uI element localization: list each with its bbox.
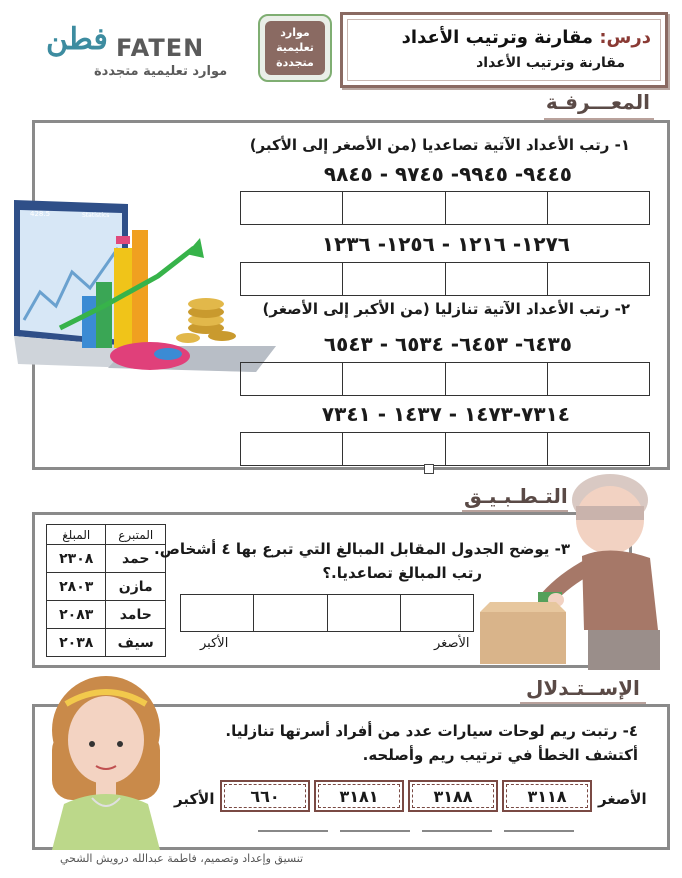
logo-latin: FATEN — [116, 34, 205, 62]
table-row — [47, 629, 166, 657]
table-row — [47, 545, 166, 573]
answer-row-1 — [240, 191, 650, 225]
knowledge-section-title: المعـــرفـة — [545, 90, 650, 114]
donor-amount: ٢٣٠٨ — [47, 545, 106, 573]
plate-box: ٣١٨٨ — [412, 784, 494, 808]
donations-table — [46, 524, 166, 657]
girl-illustration — [36, 674, 176, 850]
label-smallest: الأصغر — [434, 636, 470, 651]
answer-row-4 — [240, 432, 650, 466]
donation-answer-row — [180, 594, 474, 632]
laptop-screen-value: 428.5 — [30, 210, 51, 218]
reasoning-section-title: الإســتـدلال — [526, 676, 640, 700]
resources-badge — [258, 14, 332, 82]
answer-cell[interactable] — [181, 595, 253, 631]
answer-cell[interactable] — [241, 192, 342, 224]
plate-box: ٣١٨١ — [318, 784, 400, 808]
table-header-row — [47, 525, 166, 545]
answer-cell[interactable] — [342, 192, 444, 224]
answer-cell[interactable] — [327, 595, 400, 631]
plate-box: ٣١١٨ — [506, 784, 588, 808]
row1-numbers: ٩٤٤٥- ٩٩٤٥- ٩٧٤٥ - ٩٨٤٥ — [323, 162, 572, 186]
answer-cell[interactable] — [445, 263, 547, 295]
resources-badge-inner — [265, 21, 325, 75]
question-1: ١- رتب الأعداد الآتية تصاعديا (من الأصغر إلى الأكبر) — [249, 136, 630, 154]
answer-cell[interactable] — [547, 433, 649, 465]
answer-line[interactable] — [422, 830, 492, 832]
answer-cell[interactable] — [445, 192, 547, 224]
lesson-title-text: مقارنة وترتيب الأعداد — [401, 27, 594, 48]
question-4-line-2: أكتشف الخطأ في ترتيب ريم وأصلحه. — [362, 746, 638, 764]
header-amount: المبلغ — [47, 525, 106, 545]
answer-row-2 — [240, 262, 650, 296]
row4-numbers: ٧٣١٤-١٤٧٣ - ١٤٣٧ - ٧٣٤١ — [321, 402, 570, 426]
girl-icon — [36, 674, 176, 850]
badge-line: تعليمية — [276, 41, 314, 54]
plate-box: ٦٦٠ — [224, 784, 306, 808]
faten-logo — [44, 20, 228, 84]
donor-amount: ٢٠٣٨ — [47, 629, 106, 657]
table-row — [47, 573, 166, 601]
donor-name: سيف — [106, 629, 166, 657]
answer-cell[interactable] — [342, 363, 444, 395]
logo-arabic: فطن — [46, 22, 108, 57]
donor-name: مازن — [106, 573, 166, 601]
answer-line[interactable] — [258, 830, 328, 832]
application-section-title: التـطـبـيـق — [464, 484, 568, 508]
answer-line[interactable] — [504, 830, 574, 832]
answer-cell[interactable] — [342, 263, 444, 295]
plates-label-smallest: الأصغر — [598, 790, 647, 808]
donor-name: حامد — [106, 601, 166, 629]
answer-cell[interactable] — [445, 363, 547, 395]
question-2: ٢- رتب الأعداد الآتية تنازليا (من الأكبر إلى الأصغر) — [262, 300, 630, 318]
panel-handle — [424, 464, 434, 474]
badge-line: موارد — [280, 26, 310, 39]
donor-amount: ٢٨٠٣ — [47, 573, 106, 601]
answer-cell[interactable] — [547, 363, 649, 395]
answer-cell[interactable] — [342, 433, 444, 465]
label-largest: الأكبر — [200, 636, 229, 651]
plates-label-largest: الأكبر — [174, 790, 215, 808]
laptop-chart-illustration — [8, 196, 278, 386]
answer-cell[interactable] — [253, 595, 326, 631]
answer-row-3 — [240, 362, 650, 396]
answer-cell[interactable] — [400, 595, 473, 631]
lesson-title — [402, 27, 651, 48]
answer-cell[interactable] — [547, 192, 649, 224]
donor-amount: ٢٠٨٣ — [47, 601, 106, 629]
question-3-line-1: ٣- يوضح الجدول المقابل المبالغ التي تبرع بها ٤ أشخاص. — [154, 540, 570, 558]
answer-cell[interactable] — [547, 263, 649, 295]
footer-credit: تنسيق وإعداد وتصميم، فاطمة عبدالله درويش الشحي — [60, 852, 304, 865]
laptop-chart-icon — [8, 196, 278, 386]
question-3-line-2: رتب المبالغ تصاعديا.؟ — [322, 564, 482, 582]
badge-line: متجددة — [276, 56, 314, 69]
answer-cell[interactable] — [445, 433, 547, 465]
answer-cell[interactable] — [241, 363, 342, 395]
row3-numbers: ٦٤٣٥- ٦٤٥٣- ٦٥٣٤ - ٦٥٤٣ — [323, 332, 572, 356]
laptop-screen-caption: Statistics — [82, 212, 110, 219]
answer-cell[interactable] — [241, 263, 342, 295]
donor-person-icon — [478, 470, 668, 670]
lesson-title-box — [340, 12, 668, 88]
donor-person-illustration — [478, 470, 668, 670]
logo-tagline: موارد تعليمية متجددة — [94, 64, 228, 79]
lesson-subtitle: مقارنة وترتيب الأعداد — [476, 55, 625, 71]
question-4-line-1: ٤- رتبت ريم لوحات سيارات عدد من أفراد أسرتها تنازليا. — [225, 722, 638, 740]
table-row — [47, 601, 166, 629]
lesson-prefix: درس: — [599, 27, 651, 48]
header-donor: المتبرع — [106, 525, 166, 545]
answer-cell[interactable] — [241, 433, 342, 465]
answer-line[interactable] — [340, 830, 410, 832]
donations-table-wrap — [46, 524, 166, 657]
donor-name: حمد — [106, 545, 166, 573]
row2-numbers: ١٢٧٦- ١٢١٦ - ١٢٥٦- ١٢٣٦ — [321, 232, 570, 256]
